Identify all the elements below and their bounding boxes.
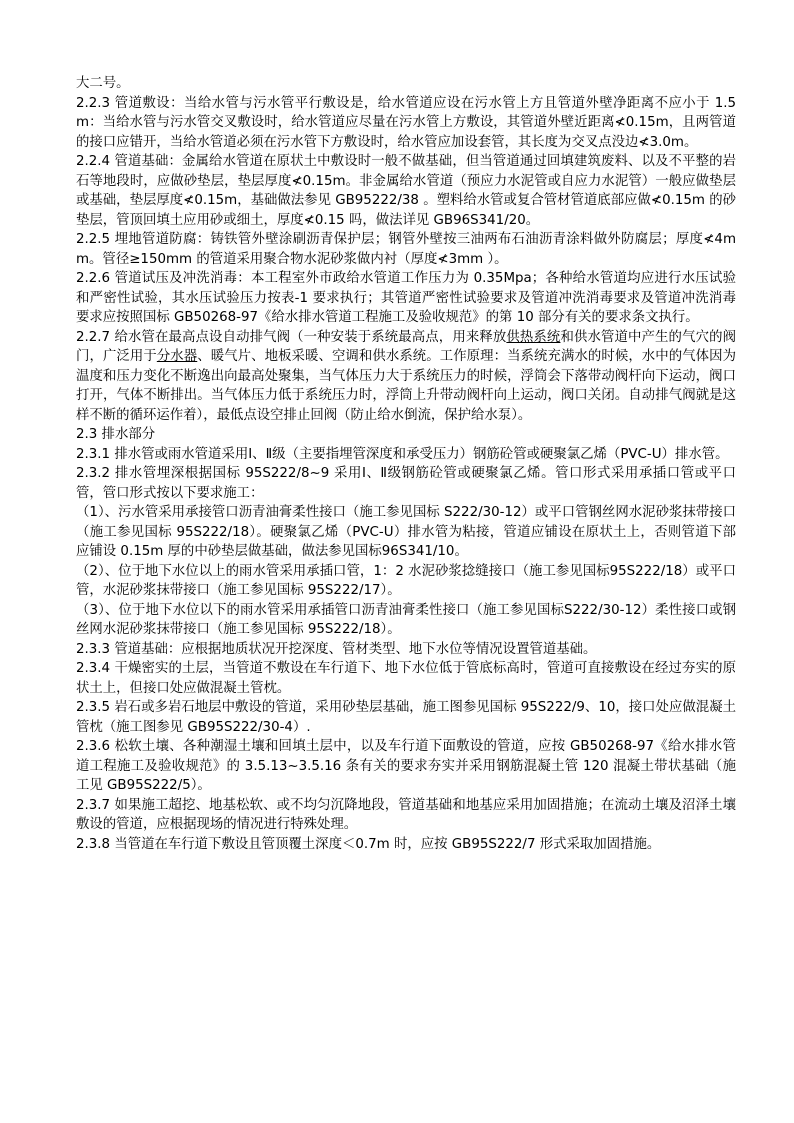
paragraph-2-3-7: 2.3.7 如果施工超挖、地基松软、或不均匀沉降地段，管道基础和地基应采用加固措施；在流动土壤及沼泽土壤敷设的管道，应根据现场的情况进行特殊处理。 [76,797,736,832]
link-heating-system[interactable]: 供热系统 [506,329,561,345]
paragraph-2-2-4-pipe-foundation: 2.2.4 管道基础：金属给水管道在原状土中敷设时一般不做基础，但当管道通过回填建筑废料、以及不平整的岩石等地段时，应做砂垫层，垫层厚度≮0.15m。非金属给水管道（预应力水泥管或自应力水泥管）一般应做垫层或基础，垫层厚度≮0.15m，基础做法参见 GB95222/38 。塑料给水管或复合管材管道底部应做≮0.15m 的砂垫层，管顶回填土应用砂或细土，厚度≮0.15 吗，做法详见 GB96S341/20。 [76,154,736,228]
paragraph-2-2-7-air-valve [76,328,736,426]
paragraph-2-2-7-text-e: 、暖气片、地板采暖、空调和供水系统。工作原理：当系统充满水的时候，水中的气体因为温度和压力变化不断逸出向最高处聚集，当气体压力大于系统压力的时候，浮筒会下落带动阀杆向下运动，阀口打开，气体不断排出。当气体压力低于系统压力时，浮筒上升带动阀杆向上运动，阀口关闭。自动排气阀就是这样不断的循环运作着），最低点设空排止回阀（防止给水倒流，保护给水泵）。 [76,349,737,423]
paragraph-2-2-7-text-a: 2.2.7 给水管在最高点设自动排气阀（一种安装于系统最高点，用来释放 [76,329,507,345]
paragraph-2-2-7-text-c: 和供水管道中产生的气穴的阀门，广泛用于 [76,329,737,364]
paragraph-2-2-6-pressure-test: 2.2.6 管道试压及冲洗消毒：本工程室外市政给水管道工作压力为 0.35Mpa；各种给水管道均应进行水压试验和严密性试验，其水压试验压力按表-1 要求执行；其管道严密性试验要求及管道冲洗消毒要求及管道冲洗消毒要求应按照国标 GB50268-97《给水排水管道工程施工及验收规范》的第 10 部分有关的要求条文执行。 [76,271,736,325]
paragraph-2-3-1: 2.3.1 排水管或雨水管道采用Ⅰ、Ⅱ级（主要指埋管深度和承受压力）钢筋砼管或硬聚氯乙烯（PVC-U）排水管。 [76,446,729,462]
paragraph-item-3: （3）、位于地下水位以下的雨水管采用承插管口沥青油膏柔性接口（施工参见国标S222/30-12）柔性接口或钢丝网水泥砂浆抹带接口（施工参见国标 95S222/18）。 [76,602,736,637]
paragraph-2-3-2: 2.3.2 排水管埋深根据国标 95S222/8~9 采用Ⅰ、Ⅱ级钢筋砼管或硬聚氯乙烯。管口形式采用承插口管或平口管，管口形式按以下要求施工： [76,466,736,501]
paragraph-item-2: （2）、位于地下水位以上的雨水管采用承插口管，1：2 水泥砂浆捻缝接口（施工参见国标95S222/18）或平口管，水泥砂浆抹带接口（施工参见国标 95S222/17）。 [76,563,736,598]
paragraph-2-3-4: 2.3.4 干燥密实的土层，当管道不敷设在车行道下、地下水位低于管底标高时，管道可直接敷设在经过夯实的原状土上，但接口处应做混凝土管枕。 [76,661,736,696]
paragraph-2-3-8: 2.3.8 当管道在车行道下敷设且管顶覆土深度＜0.7m 时，应按 GB95S222/7 形式采取加固措施。 [76,836,661,852]
paragraph-item-1: （1）、污水管采用承接管口沥青油膏柔性接口（施工参见国标 S222/30-12）或平口管钢丝网水泥砂浆抹带接口（施工参见国标 95S222/18）。硬聚氯乙烯（PVC-U）排水管为粘接，管道应铺设在原状土上，否则管道下部应铺设 0.15m 厚的中砂垫层做基础，做法参见国标96S341/10。 [76,505,736,559]
paragraph-continuation: 大二号。 [76,76,130,91]
paragraph-2-2-5-anticorrosion: 2.2.5 埋地管道防腐：铸铁管外壁涂刷沥青保护层；钢管外壁按三油两布石油沥青涂料做外防腐层；厚度≮4mm。管径≥150mm 的管道采用聚合物水泥砂浆做内衬（厚度≮3mm ）。 [76,232,736,267]
paragraph-2-3-5: 2.3.5 岩石或多岩石地层中敷设的管道，采用砂垫层基础，施工图参见国标 95S222/9、10，接口处应做混凝土管枕（施工图参见 GB95S222/30-4）. [76,700,736,735]
paragraph-2-3-6: 2.3.6 松软土壤、各种潮湿土壤和回填土层中，以及车行道下面敷设的管道，应按 GB50268-97《给水排水管道工程施工及验收规范》的 3.5.13~3.5.16 条有关的要求夯实并采用钢筋混凝土管 120 混凝土带状基础（施工见 GB95S222/5）。 [76,739,736,793]
link-manifold[interactable]: 分水器 [156,349,198,364]
paragraph-2-2-3-pipe-laying: 2.2.3 管道敷设：当给水管与污水管平行敷设是，给水管道应设在污水管上方且管道外壁净距离不应小于 1.5m：当给水管与污水管交叉敷设时，给水管道应尽量在污水管上方敷设，其管道外壁近距离≮0.15m，且两管道的接口应错开，当给水管道必须在污水管下方敷设时，给水管应加设套管，其长度为交叉点没边≮3.0m。 [76,95,736,150]
document-body [76,74,736,854]
section-heading-2-3-drainage: 2.3 排水部分 [76,427,156,442]
paragraph-2-3-3: 2.3.3 管道基础：应根据地质状况开挖深度、管材类型、地下水位等情况设置管道基础。 [76,641,597,657]
